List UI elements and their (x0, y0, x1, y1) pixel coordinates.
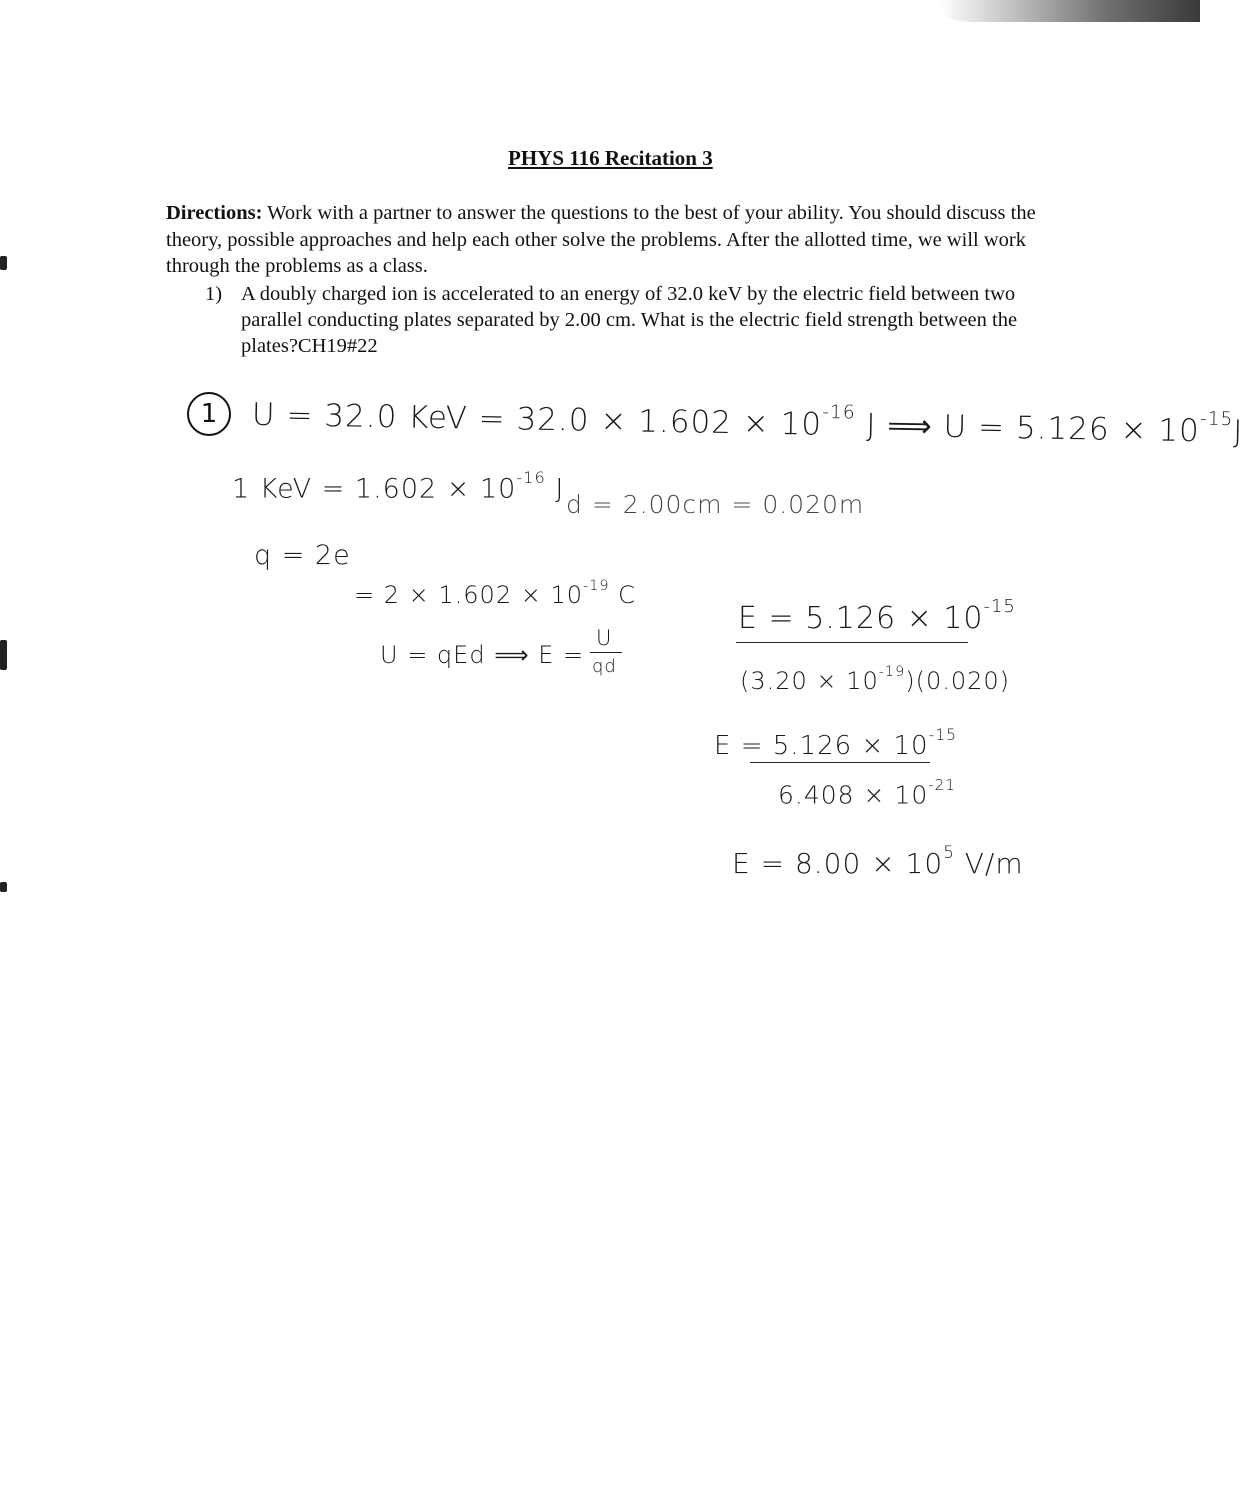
energy-result-exponent: -15 (1199, 408, 1234, 431)
directions-text: Work with a partner to answer the questions to the best of your ability. You should discuss the theory, possible approaches and help each other solve the problems. After the allotted time, we will work through the problems as a class. (166, 202, 1036, 277)
answer-exponent: 5 (943, 842, 955, 862)
calc1-numerator: 5.126 × 10 (805, 601, 984, 637)
calc1-denominator (740, 664, 1010, 695)
relation-denominator: qd (592, 656, 617, 677)
energy-expression: U = 32.0 KeV = 32.0 × 1.602 × 10 (251, 396, 823, 443)
charge-value: = 2 × 1.602 × 10 (354, 580, 583, 609)
charge-line: q = 2e (254, 540, 351, 571)
energy-line (252, 392, 1244, 450)
conversion-expression: 1 KeV = 1.602 × 10 (232, 473, 517, 505)
question-text: A doubly charged ion is accelerated to an energy of 32.0 keV by the electric field between two parallel conducting plates separated by 2.00 cm. What is the electric field strength between the plates?CH19#22 (241, 283, 1018, 357)
calc2-den-exponent: -21 (928, 776, 956, 794)
calc1-numerator-exponent: -15 (983, 596, 1016, 617)
question-number: 1) (205, 283, 223, 305)
charge-value-line (354, 578, 636, 609)
scan-shadow (940, 0, 1200, 22)
energy-result: J ⟹ U = 5.126 × 10 (865, 407, 1201, 450)
scan-mark (0, 640, 7, 670)
answer-value: E = 8.00 × 10 (732, 847, 944, 881)
page-title: PHYS 116 Recitation 3 (508, 146, 713, 170)
answer-unit: V/m (964, 847, 1024, 881)
relation-fraction-bar (590, 652, 622, 653)
conversion-exponent: -16 (516, 468, 546, 487)
calc1-lhs: E = (738, 601, 795, 637)
calc1-fraction-bar (736, 642, 968, 643)
energy-unit: J (1232, 413, 1244, 451)
calc2-line (714, 726, 957, 761)
conversion-unit: J (555, 473, 565, 505)
directions-label: Directions: (166, 202, 263, 224)
conversion-line (232, 468, 564, 505)
calc1-line (738, 596, 1016, 636)
calc2-lhs: E = (714, 731, 764, 762)
distance-line: d = 2.00cm = 0.020m (566, 490, 865, 519)
relation-line: U = qEd ⟹ E = (380, 641, 585, 669)
calc1-den-tail: )(0.020) (905, 666, 1011, 695)
calc1-den-exponent: -19 (878, 664, 906, 680)
problem-marker: 1 (187, 392, 231, 436)
scan-mark (0, 256, 7, 270)
relation-numerator: U (596, 626, 613, 650)
energy-exponent: -16 (822, 401, 856, 424)
scan-mark (0, 882, 7, 892)
calc2-numerator: 5.126 × 10 (772, 731, 929, 762)
calc2-den-value: 6.408 × 10 (778, 780, 929, 810)
charge-exponent: -19 (583, 578, 610, 594)
final-answer (732, 842, 1024, 880)
calc2-denominator (778, 776, 956, 810)
question-1 (205, 281, 1065, 359)
directions-paragraph (166, 200, 1078, 280)
charge-unit: C (618, 580, 636, 609)
calc1-den-value: (3.20 × 10 (740, 666, 879, 695)
calc2-fraction-bar (750, 762, 930, 763)
calc2-numerator-exponent: -15 (928, 726, 958, 744)
